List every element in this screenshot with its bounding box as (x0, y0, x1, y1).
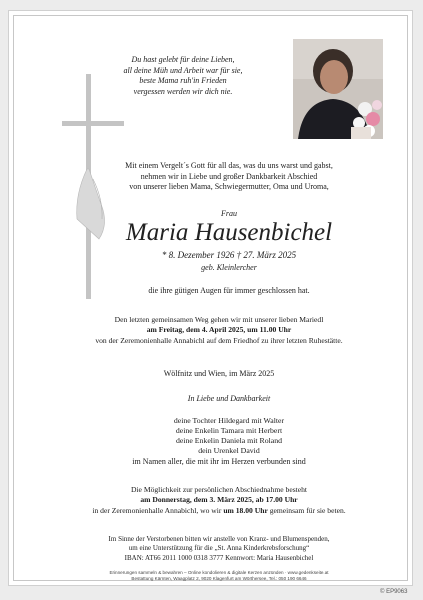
funeral-line: von der Zeremonienhalle Annabichl auf dem Friedhof zu ihrer letzten Ruhestätte. (95, 335, 343, 345)
deceased-name: Maria Hausenbichel (125, 219, 333, 246)
intro-text (79, 161, 379, 193)
funeral-line: Den letzten gemeinsamen Weg gehen wir mit unserer lieben Mariedl (114, 315, 324, 324)
place-date: Wölfnitz und Wien, im März 2025 (163, 369, 275, 378)
cross-icon (47, 69, 139, 319)
mourners-list (79, 416, 379, 456)
donation-line: Im Sinne der Verstorbenen bitten wir anstelle von Kranz- und Blumenspenden, (108, 535, 330, 543)
closing-line: die ihre gütigen Augen für immer geschlossen hat. (148, 286, 310, 295)
portrait-image (293, 39, 383, 139)
footer-line: Bestattung Kärnten, Waagplatz 2, 9020 Klagenfurt am Wörthersee, Tel.: 050 190 6646 (131, 576, 307, 581)
viewing-info (29, 485, 409, 516)
viewing-line: Die Möglichkeit zur persönlichen Abschiednahme besteht (130, 485, 308, 494)
obituary-card (9, 11, 412, 585)
document-code: © EP9063 (380, 589, 408, 595)
maiden-name: geb. Kleinlercher (201, 263, 257, 272)
salutation: Frau (221, 209, 237, 218)
poem-line: vergessen werden wir dich nie. (133, 86, 233, 96)
life-dates: * 8. Dezember 1926 † 27. März 2025 (161, 250, 297, 260)
donation-line: IBAN: AT66 2011 1000 0318 3777 Kennwort: Maria Hausenbichel (124, 553, 314, 562)
mourner-item: deine Enkelin Tamara mit Herbert (175, 426, 283, 436)
intro-line: Mit einem Vergelt´s Gott für all das, was du uns warst und gabst, (125, 161, 333, 170)
poem-line: all deine Müh und Arbeit war für sie, (123, 65, 243, 75)
mourner-item: deine Enkelin Daniela mit Roland (175, 436, 283, 446)
portrait-photo (293, 39, 383, 139)
intro-line: nehmen wir in Liebe und großer Dankbarkeit Abschied (140, 171, 318, 181)
poem-line: Du hast gelebt für deine Lieben, (131, 55, 235, 64)
viewing-line: in der Zeremonienhalle Annabichl, wo wir um 18.00 Uhr gemeinsam für sie beten. (92, 505, 346, 515)
donation-info (49, 535, 389, 563)
mourner-item: deine Tochter Hildegard mit Walter (173, 416, 285, 425)
intro-line: von unserer lieben Mama, Schwiegermutter, Oma und Uroma, (129, 182, 329, 192)
viewing-date: am Donnerstag, dem 3. März 2025, ab 17.00 Uhr (140, 495, 298, 505)
memory-line: im Namen aller, die mit ihr im Herzen verbunden sind (132, 457, 306, 466)
mourners-heading: In Liebe und Dankbarkeit (187, 394, 271, 403)
donation-line: um eine Unterstützung für die „St. Anna Kinderkrebsforschung“ (128, 544, 310, 553)
funeral-date: am Freitag, dem 4. April 2025, um 11.00 Uhr (146, 325, 292, 335)
poem-line: beste Mama ruh'in Frieden (139, 76, 227, 86)
footer-line: Erinnerungen sammeln & bewahren – Online kondolieren & digitale Kerzen anzünden · www.gedenkseite.at (109, 570, 329, 575)
mourner-item: dein Urenkel David (198, 446, 260, 456)
footer-info (49, 570, 389, 582)
funeral-info (49, 315, 389, 346)
